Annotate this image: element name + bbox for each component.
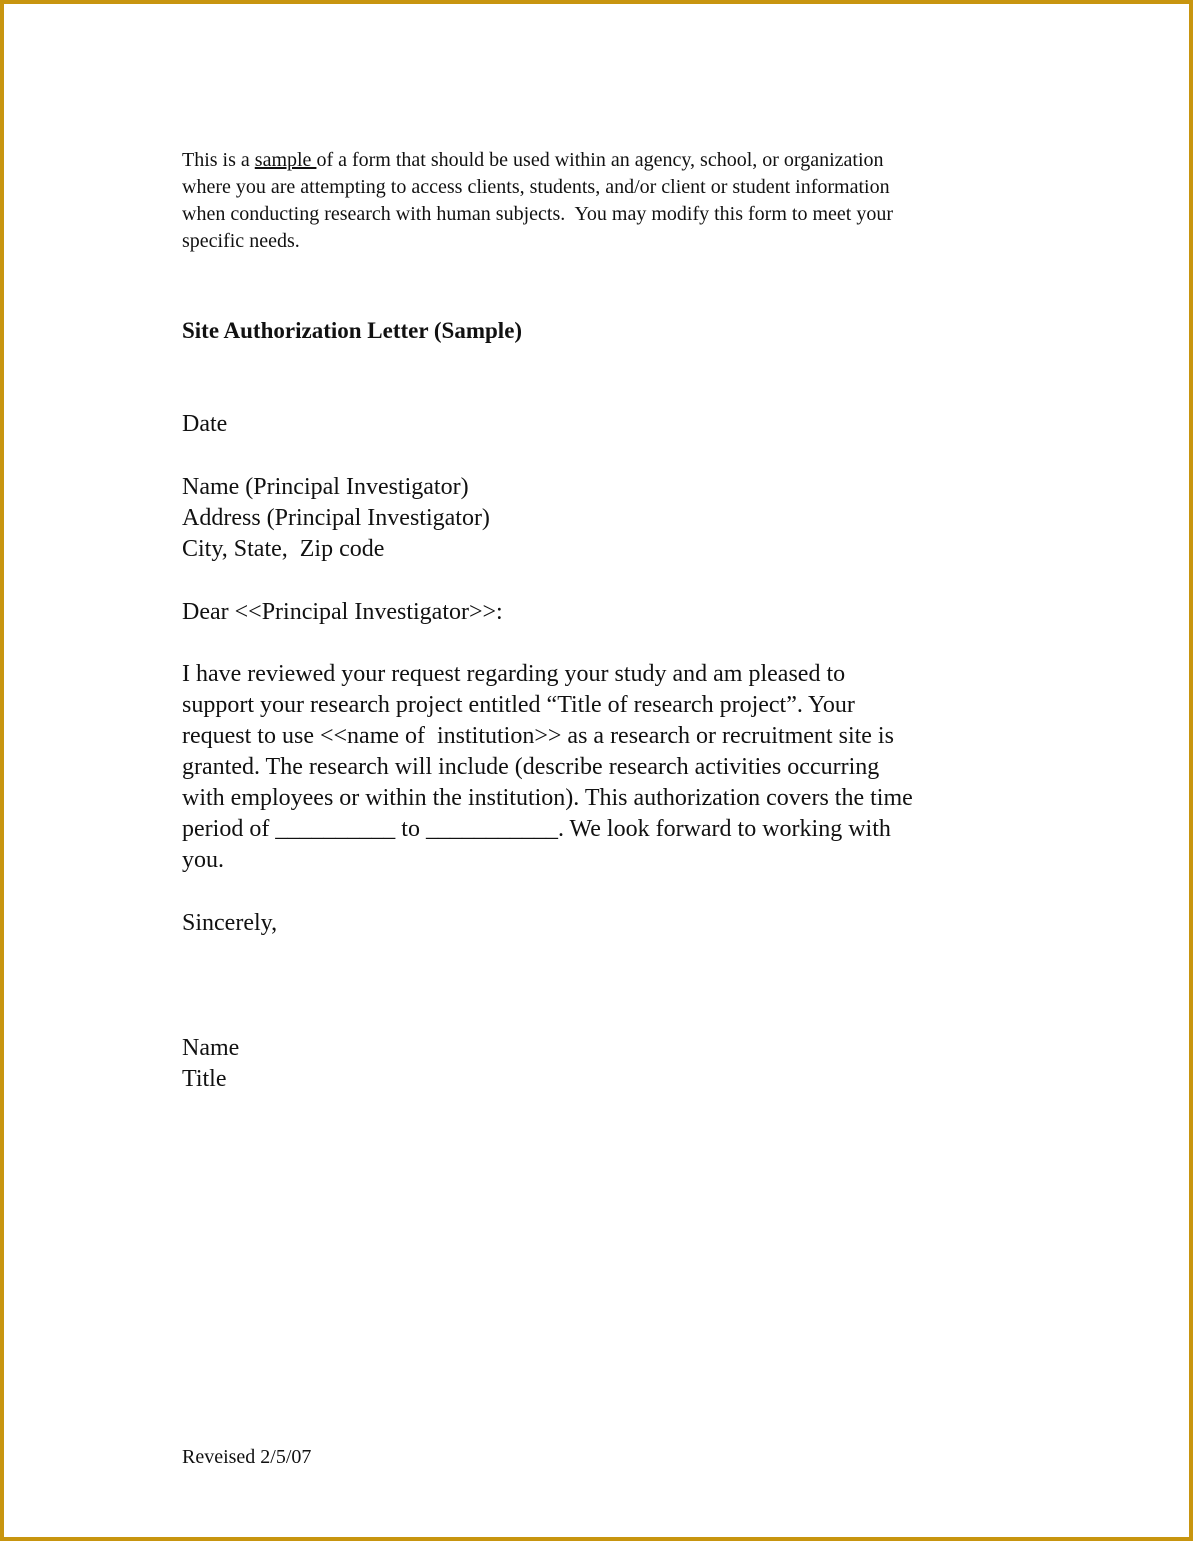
document-title: Site Authorization Letter (Sample)	[182, 318, 523, 343]
letter-body-line: request to use <<name of institution>> as a research or recruitment site is	[182, 723, 894, 749]
revision-footer: Reveised 2/5/07	[182, 1446, 312, 1468]
intro-text: This is a	[182, 149, 255, 171]
signature-title: Title	[182, 1066, 227, 1092]
address-street: Address (Principal Investigator)	[182, 505, 490, 531]
intro-line-3: when conducting research with human subjects. You may modify this form to meet your	[182, 203, 893, 225]
intro-line-2: where you are attempting to access clients, students, and/or client or student information	[182, 176, 890, 198]
closing: Sincerely,	[182, 910, 278, 936]
signature-name: Name	[182, 1035, 240, 1061]
letter-body-line: with employees or within the institution). This authorization covers the time	[182, 785, 913, 811]
letter-body-line: I have reviewed your request regarding your study and am pleased to	[182, 661, 846, 687]
sample-underlined-text: sample	[254, 149, 317, 171]
letter-body-line: you.	[182, 847, 224, 873]
letter-body-line: support your research project entitled “Title of research project”. Your	[182, 692, 855, 718]
date-line: Date	[182, 411, 228, 437]
address-city: City, State, Zip code	[182, 536, 385, 562]
letter-body-line: period of __________ to ___________. We look forward to working with	[182, 816, 891, 842]
letter-body-line: granted. The research will include (describe research activities occurring	[182, 754, 880, 780]
address-name: Name (Principal Investigator)	[182, 474, 469, 500]
intro-text: of a form that should be used within an agency, school, or organization	[316, 149, 884, 171]
intro-line-1	[182, 149, 884, 172]
salutation: Dear <<Principal Investigator>>:	[182, 599, 503, 625]
intro-line-4: specific needs.	[182, 230, 300, 252]
